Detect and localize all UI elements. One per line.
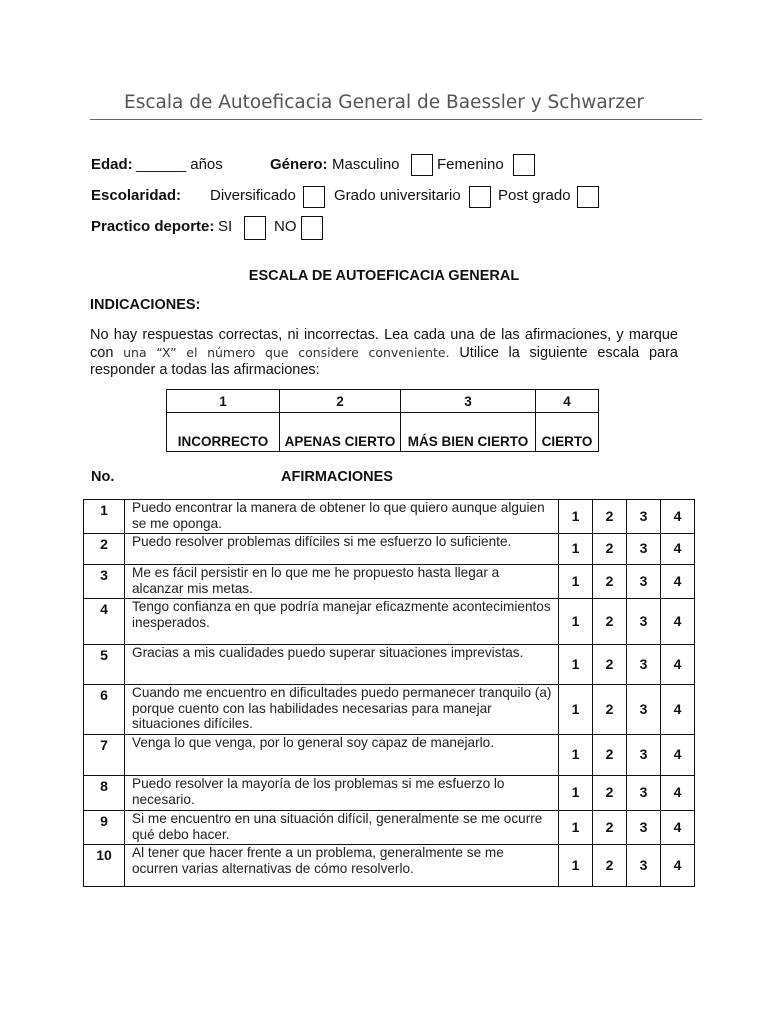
- item-text: Me es fácil persistir en lo que me he propuesto hasta llegar a alcanzar mis metas.: [125, 565, 559, 599]
- option-4[interactable]: 4: [661, 534, 695, 565]
- item-text: Gracias a mis cualidades puedo superar situaciones imprevistas.: [125, 645, 559, 685]
- items-table: [83, 499, 695, 887]
- item-text: Tengo confianza en que podría manejar eficazmente acontecimientos inesperados.: [125, 599, 559, 645]
- option-2[interactable]: 2: [593, 599, 627, 645]
- masculino-label: Masculino: [332, 156, 400, 173]
- option-1[interactable]: 1: [559, 500, 593, 534]
- edad-field[interactable]: ______ años: [136, 156, 223, 173]
- option-2[interactable]: 2: [593, 776, 627, 811]
- item-row: [84, 565, 695, 599]
- item-number: 10: [84, 845, 125, 887]
- option-2[interactable]: 2: [593, 811, 627, 845]
- option-2[interactable]: 2: [593, 565, 627, 599]
- option-3[interactable]: 3: [627, 500, 661, 534]
- option-1[interactable]: 1: [559, 685, 593, 735]
- scale-label: MÁS BIEN CIERTO: [401, 413, 536, 452]
- diversificado-label: Diversificado: [210, 187, 296, 204]
- scale-label: CIERTO: [536, 413, 599, 452]
- item-number: 3: [84, 565, 125, 599]
- grado-universitario-label: Grado universitario: [334, 187, 461, 204]
- option-2[interactable]: 2: [593, 534, 627, 565]
- item-row: [84, 599, 695, 645]
- option-4[interactable]: 4: [661, 811, 695, 845]
- instructions-part2: una “X” el número que considere conveniente.: [123, 345, 450, 360]
- item-number: 2: [84, 534, 125, 565]
- option-1[interactable]: 1: [559, 645, 593, 685]
- option-4[interactable]: 4: [661, 685, 695, 735]
- item-row: [84, 500, 695, 534]
- item-text: Puedo resolver la mayoría de los problemas si me esfuerzo lo necesario.: [125, 776, 559, 811]
- femenino-label: Femenino: [437, 156, 504, 173]
- femenino-checkbox[interactable]: [513, 154, 535, 176]
- option-1[interactable]: 1: [559, 735, 593, 776]
- scale-label: INCORRECTO: [167, 413, 280, 452]
- item-number: 4: [84, 599, 125, 645]
- scale-number: 1: [167, 390, 280, 413]
- scale-number: 4: [536, 390, 599, 413]
- post-grado-checkbox[interactable]: [577, 186, 599, 208]
- option-1[interactable]: 1: [559, 776, 593, 811]
- option-3[interactable]: 3: [627, 845, 661, 887]
- scale-label: APENAS CIERTO: [280, 413, 401, 452]
- option-3[interactable]: 3: [627, 565, 661, 599]
- si-checkbox[interactable]: [244, 216, 266, 240]
- option-3[interactable]: 3: [627, 534, 661, 565]
- items-header-no: No.: [91, 469, 115, 485]
- option-2[interactable]: 2: [593, 685, 627, 735]
- deporte-label: Practico deporte:: [91, 218, 215, 235]
- item-text: Venga lo que venga, por lo general soy capaz de manejarlo.: [125, 735, 559, 776]
- instructions-label: INDICACIONES:: [90, 297, 201, 313]
- document-title: Escala de Autoeficacia General de Baessler y Schwarzer: [124, 92, 644, 113]
- instructions-part3: Utilice la siguiente escala para responder a todas las afirmaciones:: [90, 345, 678, 378]
- no-label: NO: [274, 218, 297, 235]
- instructions-part1: No hay respuestas correctas, ni incorrectas. Lea cada una de las afirmaciones, y marque con: [90, 327, 678, 361]
- no-checkbox[interactable]: [301, 216, 323, 240]
- option-2[interactable]: 2: [593, 645, 627, 685]
- option-3[interactable]: 3: [627, 685, 661, 735]
- option-4[interactable]: 4: [661, 599, 695, 645]
- option-1[interactable]: 1: [559, 811, 593, 845]
- instructions-text: [90, 327, 678, 379]
- item-number: 6: [84, 685, 125, 735]
- item-row: [84, 776, 695, 811]
- option-4[interactable]: 4: [661, 735, 695, 776]
- item-number: 5: [84, 645, 125, 685]
- option-3[interactable]: 3: [627, 599, 661, 645]
- item-number: 7: [84, 735, 125, 776]
- item-text: Cuando me encuentro en dificultades puedo permanecer tranquilo (a) porque cuento con las habilidades necesarias para manejar situaciones difíciles.: [125, 685, 559, 735]
- edad-label: Edad:: [91, 156, 133, 173]
- option-3[interactable]: 3: [627, 645, 661, 685]
- scale-number: 3: [401, 390, 536, 413]
- grado-universitario-checkbox[interactable]: [469, 186, 491, 208]
- item-row: [84, 845, 695, 887]
- escolaridad-label: Escolaridad:: [91, 187, 182, 204]
- option-1[interactable]: 1: [559, 565, 593, 599]
- scale-number: 2: [280, 390, 401, 413]
- option-2[interactable]: 2: [593, 845, 627, 887]
- item-text: Al tener que hacer frente a un problema, generalmente se me ocurren varias alternativas de cómo resolverlo.: [125, 845, 559, 887]
- genero-label: Género:: [270, 156, 328, 173]
- item-row: [84, 534, 695, 565]
- option-4[interactable]: 4: [661, 645, 695, 685]
- si-label: SI: [218, 218, 233, 235]
- option-2[interactable]: 2: [593, 735, 627, 776]
- title-divider: [90, 119, 702, 120]
- diversificado-checkbox[interactable]: [303, 186, 325, 208]
- option-3[interactable]: 3: [627, 811, 661, 845]
- section-title: ESCALA DE AUTOEFICACIA GENERAL: [248, 268, 520, 284]
- option-3[interactable]: 3: [627, 735, 661, 776]
- option-4[interactable]: 4: [661, 845, 695, 887]
- option-3[interactable]: 3: [627, 776, 661, 811]
- items-header-afirmaciones: AFIRMACIONES: [281, 469, 393, 485]
- option-4[interactable]: 4: [661, 500, 695, 534]
- option-1[interactable]: 1: [559, 845, 593, 887]
- item-row: [84, 645, 695, 685]
- scale-table: [166, 389, 599, 452]
- option-1[interactable]: 1: [559, 534, 593, 565]
- option-2[interactable]: 2: [593, 500, 627, 534]
- item-text: Puedo resolver problemas difíciles si me esfuerzo lo suficiente.: [125, 534, 559, 565]
- item-number: 9: [84, 811, 125, 845]
- masculino-checkbox[interactable]: [411, 154, 433, 176]
- item-number: 1: [84, 500, 125, 534]
- item-row: [84, 735, 695, 776]
- item-row: [84, 685, 695, 735]
- item-text: Puedo encontrar la manera de obtener lo que quiero aunque alguien se me oponga.: [125, 500, 559, 534]
- option-4[interactable]: 4: [661, 565, 695, 599]
- item-number: 8: [84, 776, 125, 811]
- item-row: [84, 811, 695, 845]
- option-1[interactable]: 1: [559, 599, 593, 645]
- item-text: Si me encuentro en una situación difícil, generalmente se me ocurre qué debo hacer.: [125, 811, 559, 845]
- post-grado-label: Post grado: [498, 187, 571, 204]
- option-4[interactable]: 4: [661, 776, 695, 811]
